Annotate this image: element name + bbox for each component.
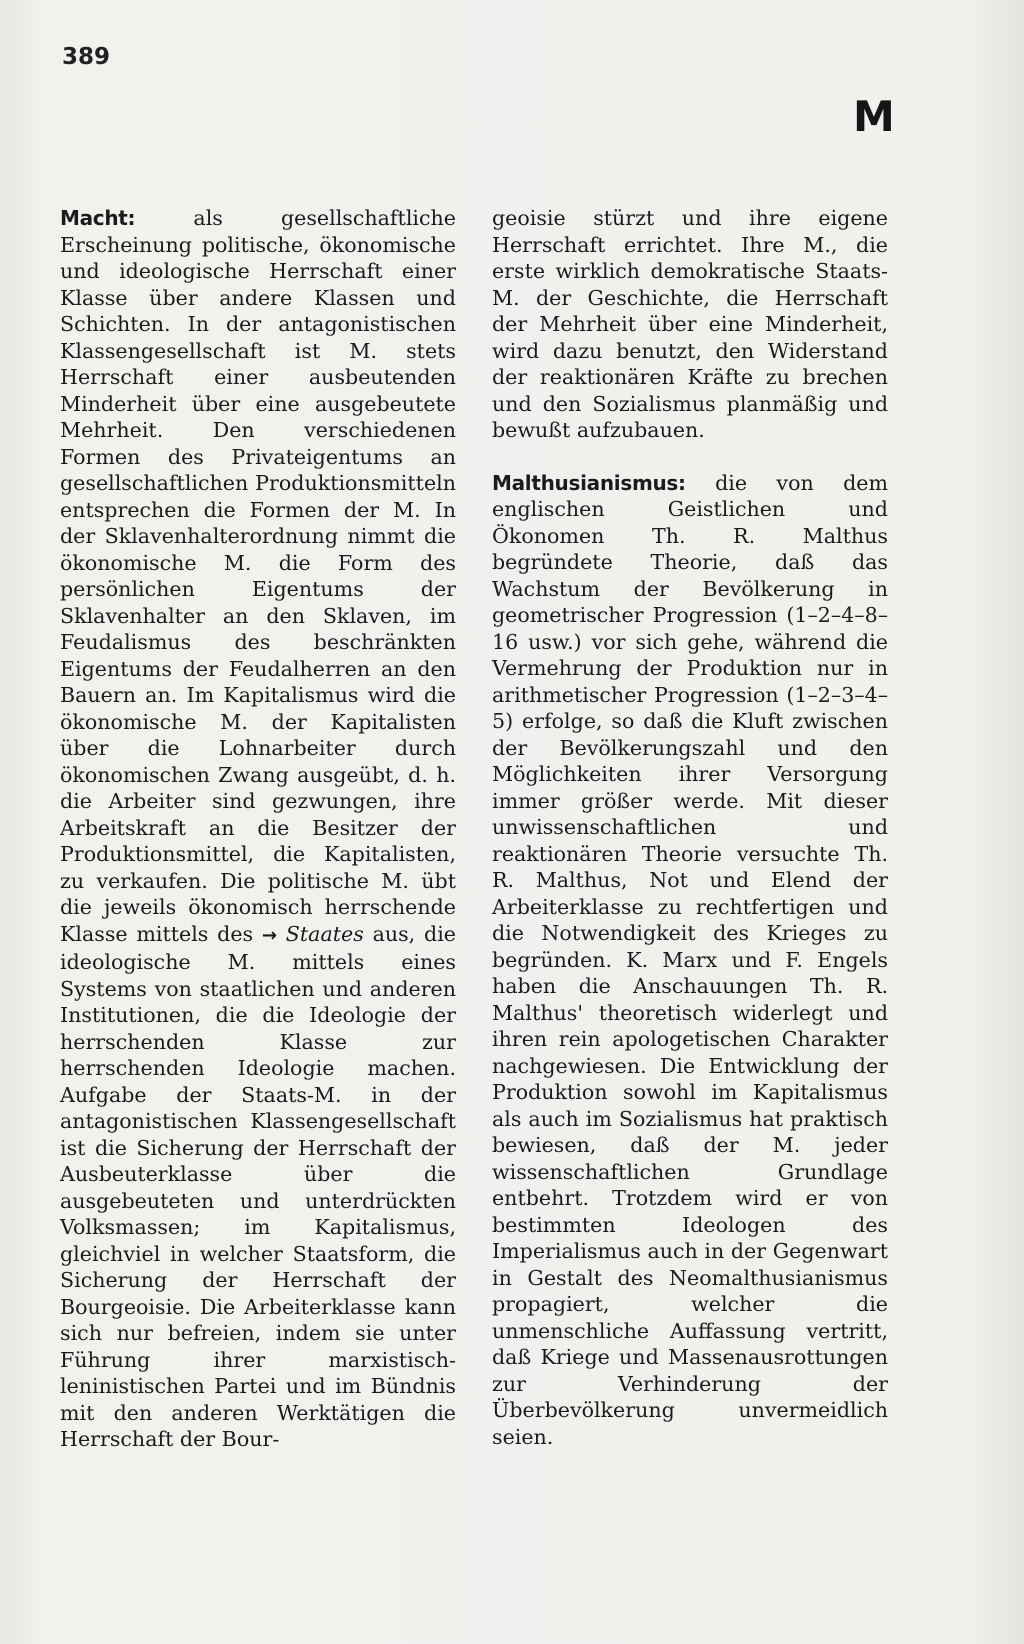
entry-malthusianismus: [492, 470, 888, 1451]
entry-text-macht-part2: aus, die ideologische M. mittels eines Systems von staatlichen und anderen Institutionen, die die Ideologie der herrschenden Klasse zur herrschenden Ideologie machen. Aufgabe der Staats-M. in der antagonistischen Klassengesellschaft ist die Sicherung der Herrschaft der Ausbeuterklasse über die ausgebeuteten und unterdrückten Volksmassen; im Kapitalismus, gleichviel in welcher Staatsform, die Sicherung der Herrschaft der Bourgeoisie. Die Arbeiterklasse kann sich nur befreien, indem sie unter Führung ihrer marxistisch-leninistischen Partei und im Bündnis mit den anderen Werktätigen die Herrschaft der Bour-: [60, 921, 456, 1451]
section-letter: M: [853, 92, 895, 141]
entry-macht-continuation: geoisie stürzt und ihre eigene Herrschaft errichtet. Ihre M., die erste wirklich demokratische Staats-M. der Geschichte, die Herrschaft der Mehrheit über eine Minderheit, wird dazu benutzt, den Widerstand der reaktionären Kräfte zu brechen und den Sozialismus planmäßig und bewußt aufzubauen.: [492, 206, 888, 442]
left-column: [60, 205, 456, 1453]
entry-term-malthusianismus: Malthusianismus:: [492, 470, 686, 495]
page-number: 389: [62, 44, 111, 70]
entry-text-macht-part1: als gesellschaftliche Erscheinung politische, ökonomische und ideologische Herrschaft einer Klasse über andere Klassen und Schichten. In der antagonistischen Klassengesellschaft ist M. stets Herrschaft einer ausbeutenden Minderheit über eine ausgebeutete Mehrheit. Den verschiedenen Formen des Privateigentums an gesellschaftlichen Produktionsmitteln entsprechen die Formen der M. In der Sklavenhalterordnung nimmt die ökonomische M. die Form des persönlichen Eigentums der Sklavenhalter an den Sklaven, im Feudalismus des beschränkten Eigentums der Feudalherren an den Bauern an. Im Kapitalismus wird die ökonomische M. der Kapitalisten über die Lohnarbeiter durch ökonomischen Zwang ausgeübt, d. h. die Arbeiter sind gezwungen, ihre Arbeitskraft an die Besitzer der Produktionsmittel, die Kapitalisten, zu verkaufen. Die politische M. übt die jeweils ökonomisch herrschende Klasse mittels des: [60, 206, 456, 946]
entry-term-macht: Macht:: [60, 206, 136, 230]
cross-reference-staates[interactable]: Staates: [285, 921, 364, 946]
right-column: [492, 205, 888, 1450]
cross-reference-arrow-icon: →: [261, 924, 277, 946]
entry-text-malthusianismus: die von dem englischen Geistlichen und Ökonomen Th. R. Malthus begründete Theorie, daß das Wachstum der Bevölkerung in geometrischer Progression (1–2–4–8–16 usw.) vor sich gehe, während die Vermehrung der Produktion nur in arithmetischer Progression (1–2–3–4–5) erfolge, so daß die Kluft zwischen der Bevölkerungszahl und den Möglichkeiten ihrer Versorgung immer größer werde. Mit dieser unwissenschaftlichen und reaktionären Theorie versuchte Th. R. Malthus, Not und Elend der Arbeiterklasse zu rechtfertigen und die Notwendigkeit des Krieges zu begründen. K. Marx und F. Engels haben die Anschauungen Th. R. Malthus' theoretisch widerlegt und ihren rein apologetischen Charakter nachgewiesen. Die Entwicklung der Produktion sowohl im Kapitalismus als auch im Sozialismus hat praktisch bewiesen, daß der M. jeder wissenschaftlichen Grundlage entbehrt. Trotzdem wird er von bestimmten Ideologen des Imperialismus auch in der Gegenwart in Gestalt des Neomalthusianismus propagiert, welcher die unmenschliche Auffassung vertritt, daß Kriege und Massenausrottungen zur Verhinderung der Überbevölkerung unvermeidlich seien.: [492, 470, 888, 1449]
entry-macht: [60, 205, 456, 1453]
